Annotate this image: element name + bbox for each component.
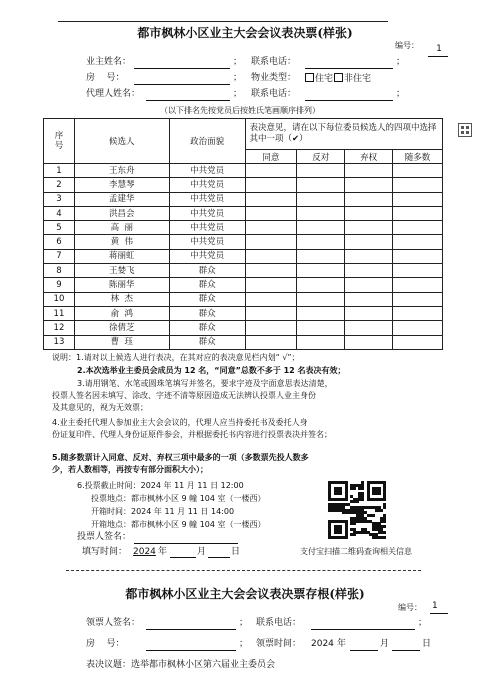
note-1: 说明：1.请对以上候选人进行表决，在其对应的表决意见栏内划“ √”； <box>52 353 300 362</box>
scan-icon <box>458 123 472 137</box>
political-status: 群众 <box>169 306 245 320</box>
oppose-cell[interactable] <box>297 321 345 335</box>
stub-contact-label: 联系电话： <box>256 618 302 628</box>
note-6-deadline: 6.投票截止时间：2024 年 11 月 11 日 12:00 <box>77 481 244 490</box>
note-3a: 3.请用钢笔、水笔或圆珠笔填写并签名，要求字迹及字面意思表达清楚， <box>77 379 333 388</box>
seq-cell: 11 <box>44 306 75 320</box>
political-status: 群众 <box>169 278 245 292</box>
seq-cell: 1 <box>44 164 75 178</box>
candidate-row <box>44 221 443 235</box>
oppose-cell[interactable] <box>297 192 345 206</box>
follow-majority-cell[interactable] <box>393 321 443 335</box>
seq-cell: 2 <box>44 178 75 192</box>
follow-majority-cell[interactable] <box>393 292 443 306</box>
agree-cell[interactable] <box>245 249 297 263</box>
political-status: 中共党员 <box>169 164 245 178</box>
fill-year[interactable]: 2024 <box>133 547 156 557</box>
political-status: 中共党员 <box>169 249 245 263</box>
note-4b: 份证复印件、代理人身份证原件参会，并根据委托书内容进行投票表决并签名； <box>52 430 332 439</box>
abstain-cell[interactable] <box>345 292 393 306</box>
follow-majority-cell[interactable] <box>393 249 443 263</box>
candidate-row <box>44 206 443 220</box>
candidate-name: 林 杰 <box>74 292 169 306</box>
abstain-cell[interactable] <box>345 321 393 335</box>
candidate-name: 李慧琴 <box>74 178 169 192</box>
oppose-header: 反对 <box>297 150 345 164</box>
political-status: 群众 <box>169 335 245 349</box>
room-field[interactable] <box>134 84 230 85</box>
abstain-cell[interactable] <box>345 178 393 192</box>
agent-contact-label: 联系电话： <box>251 89 297 99</box>
stub-contact-field[interactable] <box>311 629 415 630</box>
follow-majority-cell[interactable] <box>393 335 443 349</box>
stub-time-label: 领票时间： <box>256 639 302 649</box>
property-type-label: 物业类型： <box>251 73 297 83</box>
stub-title: 都市枫林小区业主大会会议表决票存根(样张) <box>125 587 365 601</box>
follow-majority-header: 随多数 <box>393 150 443 164</box>
agree-cell[interactable] <box>245 306 297 320</box>
contact-field[interactable] <box>305 68 393 69</box>
candidate-name: 曹 珏 <box>74 335 169 349</box>
agent-contact-field[interactable] <box>305 100 393 101</box>
candidate-name: 陈丽华 <box>74 278 169 292</box>
oppose-cell[interactable] <box>297 306 345 320</box>
oppose-cell[interactable] <box>297 221 345 235</box>
candidate-name: 蒋丽虹 <box>74 249 169 263</box>
note-2: 2.本次选举业主委员会成员为 12 名，“同意”总数不多于 12 名表决有效； <box>77 366 346 375</box>
agree-cell[interactable] <box>245 206 297 220</box>
candidate-row <box>44 306 443 320</box>
voter-sign-label: 投票人签名： <box>77 532 132 542</box>
agree-cell[interactable] <box>245 335 297 349</box>
follow-majority-cell[interactable] <box>393 264 443 278</box>
seq-cell: 4 <box>44 206 75 220</box>
political-status: 中共党员 <box>169 178 245 192</box>
oppose-cell[interactable] <box>297 178 345 192</box>
candidate-row <box>44 264 443 278</box>
candidate-header: 候选人 <box>74 119 169 164</box>
follow-majority-cell[interactable] <box>393 278 443 292</box>
oppose-cell[interactable] <box>297 249 345 263</box>
candidate-name: 孟建华 <box>74 192 169 206</box>
note-3b: 投票人签名因未填写、涂改、字迹不清等原因造成无法辨认投票人业主身份 <box>52 391 316 400</box>
note-3c: 及其意见的，视为无效票； <box>52 403 148 412</box>
follow-majority-cell[interactable] <box>393 221 443 235</box>
candidate-name: 徐倩芝 <box>74 321 169 335</box>
cut-line <box>66 570 421 571</box>
agree-cell[interactable] <box>245 178 297 192</box>
candidate-row <box>44 164 443 178</box>
candidate-row <box>44 335 443 349</box>
abstain-cell[interactable] <box>345 278 393 292</box>
candidate-row <box>44 278 443 292</box>
political-status: 中共党员 <box>169 235 245 249</box>
note-5b: 少，若人数相等，再按专有部分面积大小）； <box>52 465 208 474</box>
candidate-name: 俞 鸿 <box>74 306 169 320</box>
political-status: 中共党员 <box>169 206 245 220</box>
seq-cell: 10 <box>44 292 75 306</box>
candidate-name: 黄 伟 <box>74 235 169 249</box>
owner-name-field[interactable] <box>134 68 230 69</box>
stub-month-field[interactable] <box>350 650 378 651</box>
candidate-name: 王婪飞 <box>74 264 169 278</box>
fill-time-label: 填写时间： <box>82 547 128 557</box>
property-type-options: 住宅 非住宅 <box>304 73 371 85</box>
residential-checkbox[interactable] <box>305 73 314 82</box>
oppose-cell[interactable] <box>297 206 345 220</box>
abstain-cell[interactable] <box>345 249 393 263</box>
follow-majority-cell[interactable] <box>393 178 443 192</box>
serial-value: 1 <box>436 44 442 54</box>
seq-cell: 12 <box>44 321 75 335</box>
candidate-table <box>43 118 443 350</box>
receiver-sign-field[interactable] <box>146 629 236 630</box>
candidate-row <box>44 292 443 306</box>
order-note: （以下排名先按党员后按姓氏笔画顺序排列） <box>160 106 320 115</box>
opinion-header: 表决意见，请在以下每位委员候选人的四项中选择其中一项（✔） <box>245 119 442 150</box>
abstain-cell[interactable] <box>345 264 393 278</box>
agree-cell[interactable] <box>245 192 297 206</box>
candidate-name: 洪昌会 <box>74 206 169 220</box>
abstain-cell[interactable] <box>345 164 393 178</box>
oppose-cell[interactable] <box>297 164 345 178</box>
fill-day-field[interactable] <box>208 557 230 558</box>
follow-majority-cell[interactable] <box>393 164 443 178</box>
agree-cell[interactable] <box>245 164 297 178</box>
qr-code-image <box>328 481 386 539</box>
note-4a: 4.业主委托代理人参加业主大会会议的，代理人应当持委托书及委托人身 <box>52 418 308 427</box>
candidate-row <box>44 249 443 263</box>
agree-cell[interactable] <box>245 221 297 235</box>
seq-header: 序号 <box>44 119 75 164</box>
seq-cell: 6 <box>44 235 75 249</box>
note-5a: 5.随多数票计入同意、反对、弃权三项中最多的一项（多数票先投人数多 <box>52 453 309 462</box>
seq-cell: 7 <box>44 249 75 263</box>
follow-majority-cell[interactable] <box>393 192 443 206</box>
stub-room-label: 房 号： <box>86 639 125 649</box>
political-status: 群众 <box>169 292 245 306</box>
contact-label: 联系电话： <box>251 57 297 67</box>
non-residential-checkbox[interactable] <box>334 73 343 82</box>
check-icon: ✔ <box>292 134 300 144</box>
abstain-header: 弃权 <box>345 150 393 164</box>
candidate-row <box>44 178 443 192</box>
political-status: 群众 <box>169 264 245 278</box>
political-status: 中共党员 <box>169 221 245 235</box>
qr-caption: 支付宝扫描二维码查询相关信息 <box>300 547 412 556</box>
oppose-cell[interactable] <box>297 278 345 292</box>
opening-place: 开箱地点：都市枫林小区 9 幢 104 室（一楼西） <box>91 520 266 529</box>
agree-cell[interactable] <box>245 264 297 278</box>
follow-majority-cell[interactable] <box>393 306 443 320</box>
stub-room-field[interactable] <box>146 650 236 651</box>
abstain-cell[interactable] <box>345 335 393 349</box>
candidate-name: 高 丽 <box>74 221 169 235</box>
agree-cell[interactable] <box>245 235 297 249</box>
abstain-cell[interactable] <box>345 192 393 206</box>
seq-cell: 13 <box>44 335 75 349</box>
serial-label: 编号： <box>395 41 419 50</box>
seq-cell: 9 <box>44 278 75 292</box>
owner-name-label: 业主姓名： <box>86 57 132 67</box>
stub-year: 2024 <box>311 639 334 649</box>
abstain-cell[interactable] <box>345 306 393 320</box>
candidate-row <box>44 321 443 335</box>
seq-cell: 5 <box>44 221 75 235</box>
agree-cell[interactable] <box>245 321 297 335</box>
agent-name-field[interactable] <box>146 100 230 101</box>
candidate-row <box>44 192 443 206</box>
oppose-cell[interactable] <box>297 292 345 306</box>
ballot-title: 都市枫林小区业主大会会议表决票(样张) <box>137 26 353 40</box>
voting-place: 投票地点：都市枫林小区 9 幢 104 室（一楼西） <box>91 494 266 503</box>
room-label: 房 号： <box>86 73 125 83</box>
political-status: 中共党员 <box>169 192 245 206</box>
fill-month-field[interactable] <box>170 557 196 558</box>
abstain-cell[interactable] <box>345 235 393 249</box>
seq-cell: 8 <box>44 264 75 278</box>
oppose-cell[interactable] <box>297 235 345 249</box>
receiver-sign-label: 领票人签名： <box>86 618 141 628</box>
agree-cell[interactable] <box>245 278 297 292</box>
stub-serial-value: 1 <box>432 601 438 611</box>
candidate-row <box>44 235 443 249</box>
stub-topic: 表决议题：选举都市枫林小区第六届业主委员会 <box>86 660 276 670</box>
oppose-cell[interactable] <box>297 264 345 278</box>
stub-day-field[interactable] <box>392 650 420 651</box>
opening-time: 开箱时间：2024 年 11 月 11 日 14:00 <box>91 507 235 516</box>
agree-cell[interactable] <box>245 292 297 306</box>
top-rule <box>58 21 388 22</box>
candidate-name: 王东舟 <box>74 164 169 178</box>
political-status: 群众 <box>169 321 245 335</box>
stub-serial-label: 编号： <box>398 603 422 612</box>
agent-name-label: 代理人姓名： <box>86 89 141 99</box>
political-header: 政治面貌 <box>169 119 245 164</box>
follow-majority-cell[interactable] <box>393 235 443 249</box>
abstain-cell[interactable] <box>345 206 393 220</box>
voter-sign-field[interactable] <box>134 543 238 544</box>
agree-header: 同意 <box>245 150 297 164</box>
seq-cell: 3 <box>44 192 75 206</box>
follow-majority-cell[interactable] <box>393 206 443 220</box>
oppose-cell[interactable] <box>297 335 345 349</box>
abstain-cell[interactable] <box>345 221 393 235</box>
